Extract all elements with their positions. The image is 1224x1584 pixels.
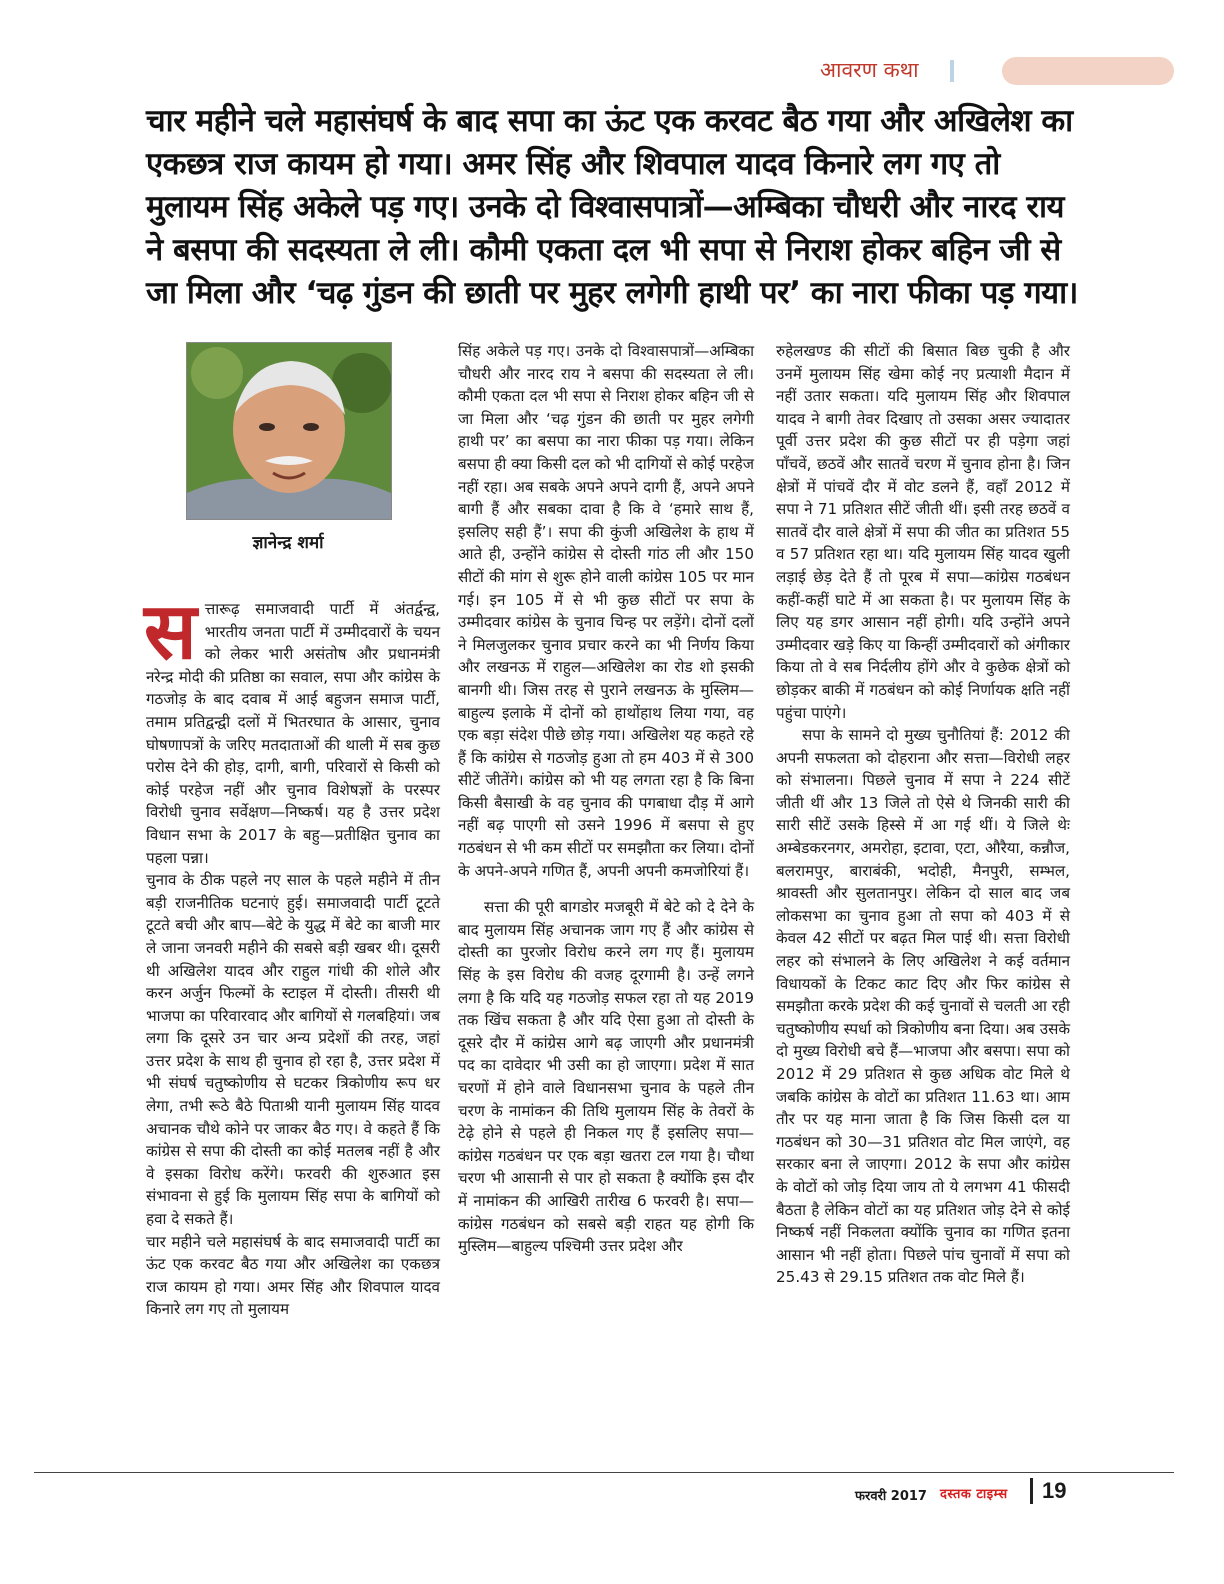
lead-paragraph: चार महीने चले महासंघर्ष के बाद सपा का ऊंट एक करवट बैठ गया और अखिलेश का एकछत्र राज कायम हो गया। अमर सिंह और शिवपाल यादव किनारे लग गए तो मुलायम सिंह अकेले पड़ गए। उनके दो विश्वासपात्रों—अम्बिका चौधरी और नारद राय ने बसपा की सदस्यता ले ली। कौमी एकता दल भी सपा से निराश होकर बहिन जी से जा मिला और ‘चढ़ गुंडन की छाती पर मुहर लगेगी हाथी पर’ का नारा फीका पड़ गया। (146, 103, 1078, 311)
article-paragraph: चुनाव के ठीक पहले नए साल के पहले महीने में तीन बड़ी राजनीतिक घटनाएं हुई। समाजवादी पार्टी टूटते टूटते बची और बाप—बेटे के युद्ध में बेटे का बाजी मार ले जाना जनवरी महीने की सबसे बड़ी खबर थी। दूसरी थी अखिलेश यादव और राहुल गांधी की शोले और करन अर्जुन फिल्मों के स्टाइल में दोस्ती। तीसरी थी भाजपा का परिवारवाद और बागियों से गलबहियां। जब लगा कि दूसरे उन चार अन्य प्रदेशों की तरह, जहां उत्तर प्रदेश के साथ ही चुनाव हो रहा है, उत्तर प्रदेश में भी संघर्ष चतुष्कोणीय से घटकर त्रिकोणीय रूप धर लेगा, तभी रूठे बैठे पिताश्री यानी मुलायम सिंह यादव अचानक चौथे कोने पर जाकर बैठ गए। वे कहते हैं कि कांग्रेस से सपा की दोस्ती का कोई मतलब नहीं है और वे इसका विरोध करेंगे। फरवरी की शुरुआत इस संभावना से हुई कि मुलायम सिंह सपा के बागियों को हवा दे सकते हैं। (146, 871, 440, 1229)
page-number: 19 (1042, 1478, 1067, 1503)
article-paragraph: सपा के सामने दो मुख्य चुनौतियां हैं: 2012 की अपनी सफलता को दोहराना और सत्ता—विरोधी लहर को संभालना। पिछले चुनाव में सपा ने 224 सीटें जीती थीं और 13 जिले तो ऐसे थे जिनकी सारी की सारी सीटें उसके हिस्से में आ गई थीं। ये जिले थेः अम्बेडकरनगर, अमरोहा, इटावा, एटा, औरैया, कन्नौज, बलरामपुर, बाराबंकी, भदोही, मैनपुरी, सम्भल, श्रावस्ती और सुलतानपुर। लेकिन दो साल बाद जब लोकसभा का चुनाव हुआ तो सपा को 403 में से केवल 42 सीटों पर बढ़त मिल पाई थी। सत्ता विरोधी लहर को संभालने के लिए अखिलेश ने कई वर्तमान विधायकों के टिकट काट दिए और फिर कांग्रेस से समझौता करके प्रदेश की कई चुनावों से चलती आ रही चतुष्कोणीय स्पर्धा को त्रिकोणीय बना दिया। अब उसके दो मुख्य विरोधी बचे हैं—भाजपा और बसपा। सपा को 2012 में 29 प्रतिशत से कुछ अधिक वोट मिले थे जबकि कांग्रेस के वोटों का प्रतिशत 11.63 था। आम तौर पर यह माना जाता है कि जिस किसी दल या गठबंधन को 30—31 प्रतिशत वोट मिल जाएंगे, वह सरकार बना ले जाएगा। 2012 के सपा और कांग्रेस के वोटों को जोड़ दिया जाय तो ये लगभग 41 फीसदी बैठता है लेकिन वोटों का यह प्रतिशत जोड़ देने से कोई निष्कर्ष नहीं निकलता क्योंकि चुनाव का गणित इतना आसान भी नहीं होता। पिछले पांच चुनावों में सपा को 25.43 से 29.15 प्रतिशत तक वोट मिले हैं। (776, 726, 1070, 1287)
article-paragraph: सिंह अकेले पड़ गए। उनके दो विश्वासपात्रों—अम्बिका चौधरी और नारद राय ने बसपा की सदस्यता ले ली। कौमी एकता दल भी सपा से निराश होकर बहिन जी से जा मिला और ‘चढ़ गुंडन की छाती पर मुहर लगेगी हाथी पर’ का बसपा का नारा फीका पड़ गया। लेकिन बसपा ही क्या किसी दल को भी दागियों से कोई परहेज नहीं रहा। अब सबके अपने अपने दागी हैं, अपने अपने बागी हैं और सबका दावा है कि वे ‘हमारे साथ हैं, इसलिए सही हैं’। सपा की कुंजी अखिलेश के हाथ में आते ही, उन्होंने कांग्रेस से दोस्ती गांठ ली और 150 सीटों की मांग से शुरू होने वाली कांग्रेस 105 पर मान गई। इन 105 में से भी कुछ सीटों पर सपा के उम्मीदवार कांग्रेस के चुनाव चिन्ह पर लड़ेंगे। दोनों दलों ने मिलजुलकर चुनाव प्रचार करने का भी निर्णय किया और लखनऊ में राहुल—अखिलेश का रोड शो इसकी बानगी थी। जिस तरह से पुराने लखनऊ के मुस्लिम—बाहुल्य इलाके में दोनों को हाथोंहाथ लिया गया, वह एक बड़ा संदेश पीछे छोड़ गया। अखिलेश यह कहते रहे हैं कि कांग्रेस से गठजोड़ हुआ तो हम 403 में से 300 सीटें जीतेंगे। कांग्रेस को भी यह लगता रहा है कि बिना किसी बैसाखी के वह चुनाव की पगबाधा दौड़ में आगे नहीं बढ़ पाएगी सो उसने 1996 में बसपा से हुए गठबंधन से भी कम सीटों पर समझौता कर लिया। दोनों के अपने-अपने गणित हैं, अपनी अपनी कमजोरियां हैं। (458, 342, 754, 880)
article-column-2 (458, 340, 754, 1258)
footer-divider (34, 1472, 1174, 1473)
section-tag-divider (950, 60, 954, 82)
section-tag-decoration (1002, 57, 1174, 85)
article-paragraph: रुहेलखण्ड की सीटों की बिसात बिछ चुकी है और उनमें मुलायम सिंह खेमा कोई नए प्रत्याशी मैदान में नहीं उतार सकता। यदि मुलायम सिंह और शिवपाल यादव ने बागी तेवर दिखाए तो उसका असर ज्यादातर पूर्वी उत्तर प्रदेश की कुछ सीटों पर ही पड़ेगा जहां पाँचवें, छठवें और सातवें चरण में चुनाव होना है। जिन क्षेत्रों में पांचवें दौर में वोट डलने हैं, वहाँ 2012 में सपा ने 71 प्रतिशत सीटें जीती थीं। इसी तरह छठवें व सातवें दौर वाले क्षेत्रों में सपा की जीत का प्रतिशत 55 व 57 प्रतिशत रहा था। यदि मुलायम सिंह यादव खुली लड़ाई छेड़ देते हैं तो पूरब में सपा—कांग्रेस गठबंधन कहीं-कहीं घाटे में आ सकता है। पर मुलायम सिंह के लिए यह डगर आसान नहीं होगी। यदि उन्होंने अपने उम्मीदवार खड़े किए या किन्हीं उम्मीदवारों को अंगीकार किया तो वे सब निर्दलीय होंगे और वे कुछेक क्षेत्रों को छोड़कर बाकी में गठबंधन को कोई निर्णायक क्षति नहीं पहुंचा पाएंगे। (776, 342, 1070, 722)
section-tag: आवरण कथा (820, 58, 919, 82)
footer-separator (1030, 1478, 1033, 1504)
article-column-1 (144, 586, 440, 1321)
author-name: ज्ञानेन्द्र शर्मा (252, 533, 324, 553)
author-photo (186, 342, 392, 520)
drop-cap: स (144, 586, 197, 677)
article-paragraph: चार महीने चले महासंघर्ष के बाद समाजवादी पार्टी का ऊंट एक करवट बैठ गया और अखिलेश का एकछत्र राज कायम हो गया। अमर सिंह और शिवपाल यादव किनारे लग गए तो मुलायम (146, 1232, 440, 1319)
issue-date: फरवरी 2017 (855, 1489, 927, 1504)
article-paragraph: सत्ता की पूरी बागडोर मजबूरी में बेटे को दे देने के बाद मुलायम सिंह अचानक जाग गए हैं और कांग्रेस से दोस्ती का पुरजोर विरोध करने लग गए हैं। मुलायम सिंह के इस विरोध की वजह दूरगामी है। उन्हें लगने लगा है कि यदि यह गठजोड़ सफल रहा तो यह 2019 तक खिंच सकता है और यदि ऐसा हुआ तो दोस्ती के दूसरे दौर में कांग्रेस आगे बढ़ जाएगी और प्रधानमंत्री पद का दावेदार भी उसी का हो जाएगा। प्रदेश में सात चरणों में होने वाले विधानसभा चुनाव के पहले तीन चरण के नामांकन की तिथि मुलायम सिंह के तेवरों के टेढ़े होने से पहले ही निकल गए हैं इसलिए सपा—कांग्रेस गठबंधन पर एक बड़ा खतरा टल गया है। चौथा चरण भी आसानी से पार हो सकता है क्योंकि इस दौर में नामांकन की आखिरी तारीख 6 फरवरी है। सपा—कांग्रेस गठबंधन को सबसे बड़ी राहत यह होगी कि मुस्लिम—बाहुल्य पश्चिमी उत्तर प्रदेश और (458, 898, 754, 1256)
article-paragraph: त्तारूढ़ समाजवादी पार्टी में अंतर्द्वन्द्व, भारतीय जनता पार्टी में उम्मीदवारों के चयन को लेकर भारी असंतोष और प्रधानमंत्री नरेन्द्र मोदी की प्रतिष्ठा का सवाल, सपा और कांग्रेस के गठजोड़ के बाद दवाब में आई बहुजन समाज पार्टी, तमाम प्रतिद्वन्द्वी दलों में भितरघात के आसार, चुनाव घोषणापत्रों के जरिए मतदाताओं की थाली में सब कुछ परोस देने की होड़, दागी, बागी, परिवारों से किसी को कोई परहेज नहीं और चुनाव विशेषज्ञों के परस्पर विरोधी चुनाव सर्वेक्षण—निष्कर्ष। यह है उत्तर प्रदेश विधान सभा के 2017 के बहु—प्रतीक्षित चुनाव का पहला पन्ना। (146, 600, 440, 867)
article-column-3 (776, 340, 1070, 1289)
magazine-brand: दस्तक टाइम्स (940, 1487, 1008, 1502)
